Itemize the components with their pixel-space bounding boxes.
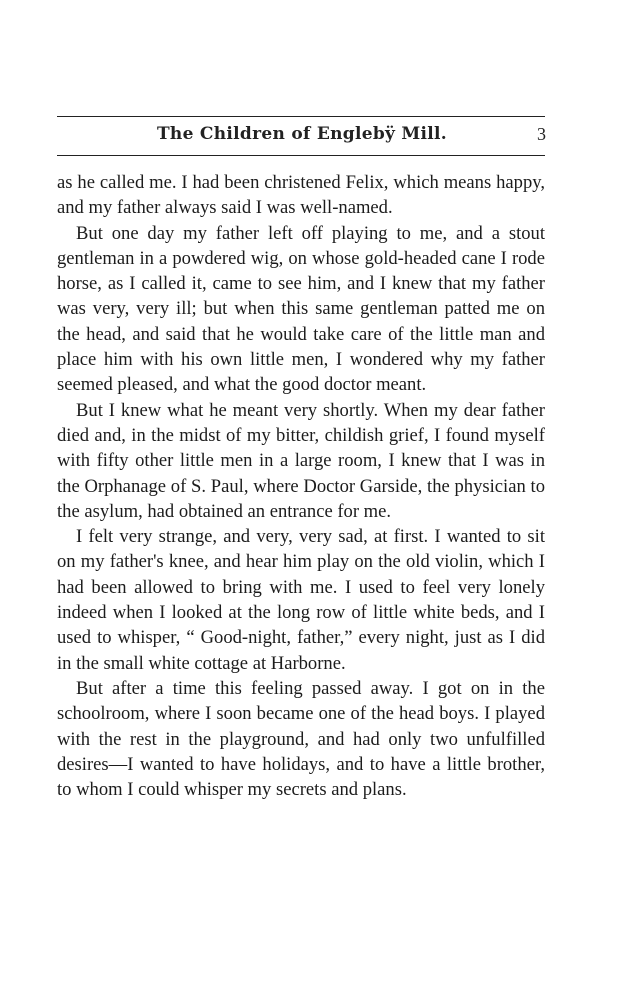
page-number: 3 — [537, 124, 546, 144]
running-title: The Children of Englebÿ Mill. — [156, 124, 448, 144]
paragraph: But after a time this feeling passed away. I got on in the schoolroom, where I soon became one of the head boys. I played with the rest in the playground, and had only two unfulfilled desires—I wanted to have holidays, and to have a little brother, to whom I could whisper my secrets and plans. — [57, 677, 545, 801]
paragraph: But one day my father left off playing to me, and a stout gentleman in a powdered wig, on whose gold-headed cane I rode horse, as I called it, came to see him, and I knew that my father was very, very ill; but when this same gentleman patted me on the head, and said that he would take care of the little man and place him with his own little men, I wondered why my father seemed pleased, and what the good doctor meant. — [57, 222, 545, 396]
header-top-rule — [57, 116, 545, 117]
header-bottom-rule — [57, 155, 545, 156]
body-text — [57, 170, 545, 802]
paragraph: But I knew what he meant very shortly. When my dear father died and, in the midst of my bitter, childish grief, I found myself with fifty other little men in a large room, I knew that I was in the Orphanage of S. Paul, where Doctor Garside, the physician to the asylum, had obtained an entrance for me. — [57, 399, 545, 522]
paragraph-continued: as he called me. I had been christened Felix, which means happy, and my father always said I was well-named. — [57, 172, 545, 219]
paragraph: I felt very strange, and very, very sad, at first. I wanted to sit on my father's knee, and hear him play on the old violin, which I had been allowed to bring with me. I used to feel very lonely indeed when I looked at the long row of little white beds, and I used to whisper, “ Good-night, father,” every night, just as I did in the small white cottage at Harborne. — [57, 526, 545, 674]
